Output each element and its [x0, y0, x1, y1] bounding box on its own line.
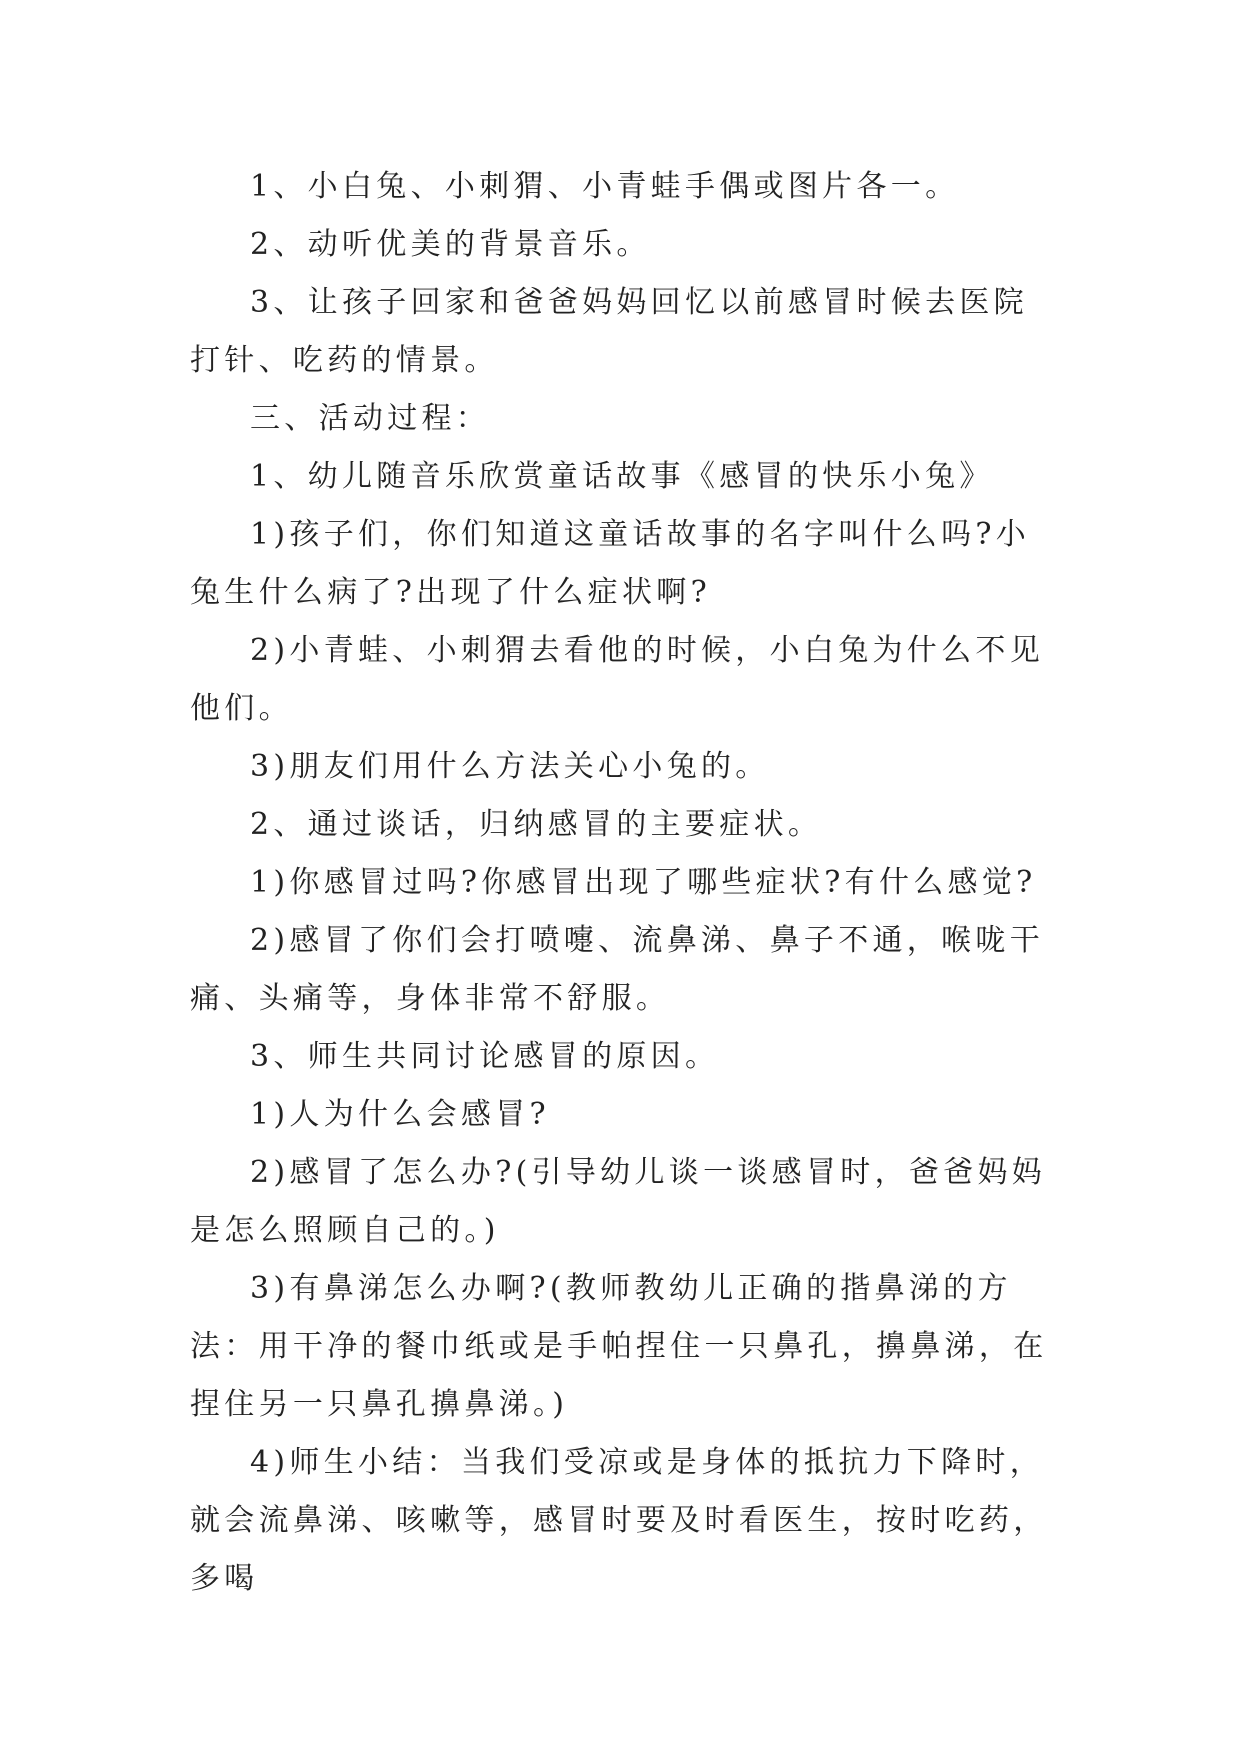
paragraph-step-3-summary: 4)师生小结：当我们受凉或是身体的抵抗力下降时，就会流鼻涕、咳嗽等，感冒时要及时看医生，按时吃药，多喝 [190, 1445, 1048, 1596]
paragraph-step-1-q1: 1)孩子们，你们知道这童话故事的名字叫什么吗?小兔生什么病了?出现了什么症状啊? [190, 517, 1031, 610]
paragraph-step-1-q2: 2)小青蛙、小刺猬去看他的时候，小白兔为什么不见他们。 [190, 633, 1044, 726]
paragraph-step-3-q3: 3)有鼻涕怎么办啊?(教师教幼儿正确的揩鼻涕的方法：用干净的餐巾纸或是手帕捏住一只鼻孔，擤鼻涕，在捏住另一只鼻孔擤鼻涕。) [190, 1271, 1048, 1422]
paragraph-step-3: 3、师生共同讨论感冒的原因。 [250, 1039, 720, 1074]
paragraph-step-3-q2: 2)感冒了怎么办?(引导幼儿谈一谈感冒时，爸爸妈妈是怎么照顾自己的。) [190, 1155, 1047, 1248]
paragraph-materials-3: 3、让孩子回家和爸爸妈妈回忆以前感冒时候去医院打针、吃药的情景。 [190, 285, 1028, 378]
paragraph-step-1-q3: 3)朋友们用什么方法关心小兔的。 [250, 749, 770, 784]
document-body [190, 158, 1050, 1608]
paragraph-step-2-q2: 2)感冒了你们会打喷嚏、流鼻涕、鼻子不通，喉咙干痛、头痛等，身体非常不舒服。 [190, 923, 1044, 1016]
paragraph-step-2-q1: 1)你感冒过吗?你感冒出现了哪些症状?有什么感觉? [250, 865, 1037, 900]
paragraph-step-2: 2、通过谈话，归纳感冒的主要症状。 [250, 807, 823, 842]
section-heading-activity-process: 三、活动过程： [250, 401, 491, 436]
paragraph-materials-2: 2、动听优美的背景音乐。 [250, 227, 651, 262]
paragraph-materials-1: 1、小白兔、小刺猬、小青蛙手偶或图片各一。 [250, 169, 960, 204]
paragraph-step-3-q1: 1)人为什么会感冒? [250, 1097, 550, 1132]
paragraph-step-1: 1、幼儿随音乐欣赏童话故事《感冒的快乐小兔》 [250, 459, 994, 494]
